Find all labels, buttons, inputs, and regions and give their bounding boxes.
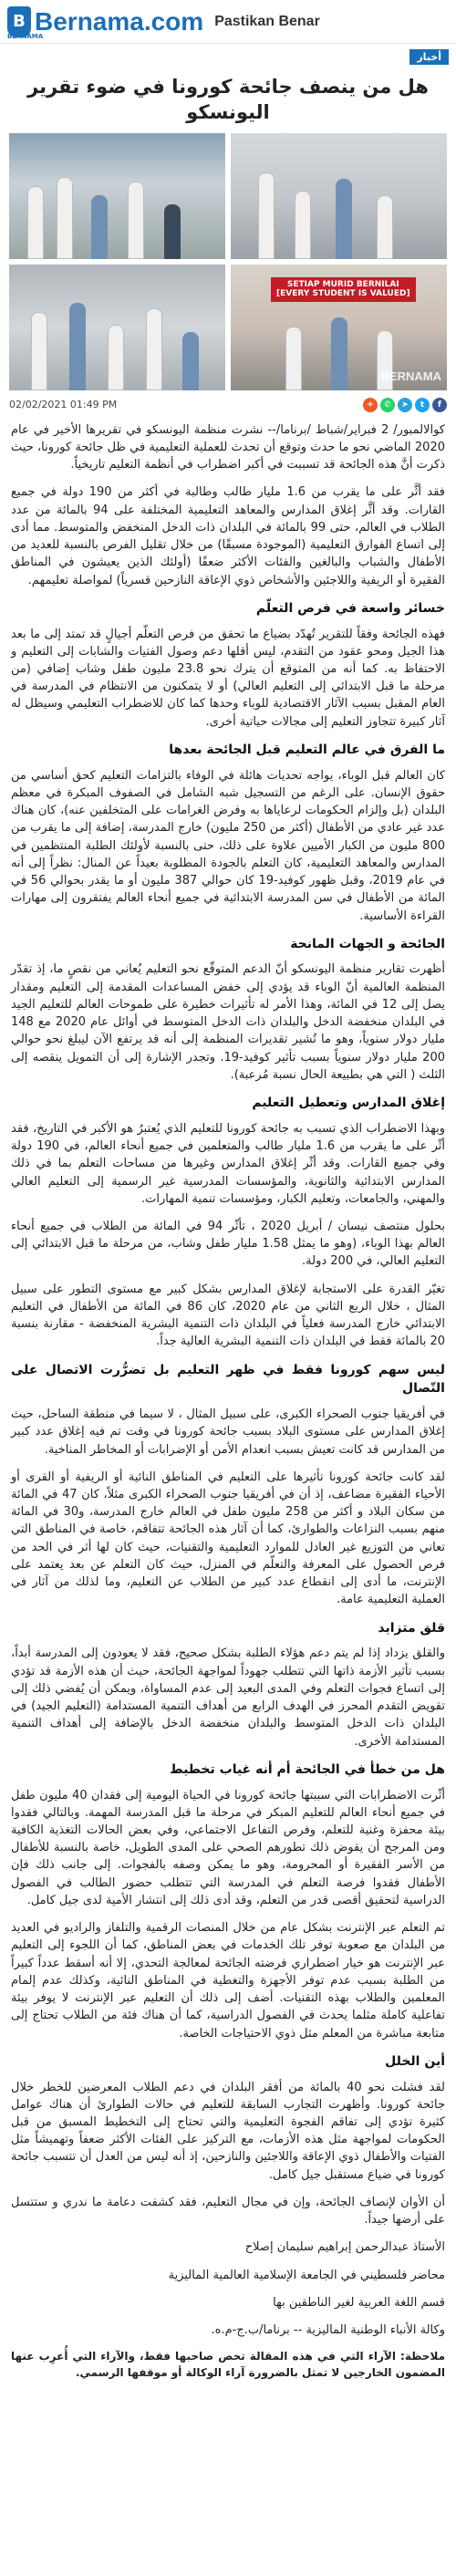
paragraph: تم التعلم عبر الإنترنت بشكل عام من خلال المنصات الرقمية والتلفاز والراديو في العديد من البلدان مع صعوبة توفر تلك الخدمات في بعض المناطق، كما أن اللجوء إلى التعليم عبر الإنترنت هو خيار اضطراري فرضته الجائحة لمعالجة التحدي، إلا أنه أسقط عدداً كبيراً من الطلبة بسبب عدم توفر الأجهزة والتغطية في المناطق النائية، وكذلك عدم إلمام المعلمين والطلاب بهذه التقنيات. أضف إلى ذلك أن التعليم عبر الإنترنت لا يوفر بيئة تفاعلية كاملة مثلما يحدث في الفصول الدراسية، كما أن هناك فئة من الطلاب تحتاج إلى متابعة مباشرة من المعلم مثل ذوي الاحتياجات الخاصة. [11, 1921, 445, 2041]
bernama-watermark: BERNAMA [380, 369, 441, 383]
paragraph: كان العالم قبل الوباء، يواجه تحديات هائلة في الوفاء بالتزامات التعليم كحق أساسي من حقوق الإنسان. على الرغم من التسجيل شبه الشامل في الصفوف المبكرة في معظم البلدان (بل وإلزام الحكومات لرعاياها به وفرض الغرامات على المتخلفين عنه)، كان هناك عدد غير عادي من الأطفال (أكثر من 250 مليون) خارج المدرسة، إضافة إلى ما يقرب من 800 مليون من الكبار الأميين علاوة على ذلك، حتى بالنسبة لأولئك الطلبة المنتظمين في المدارس والمعاهد التعليمية، كان التعلم بالجودة المطلوبة بعيداً عن المنال: نظراً إلى أنه في عام 2019، وقبل ظهور كوفيد-19 كان حوالي 387 مليون أو ما يقدر بحوالي 56 في المائة من الأطفال في سن المدرسة الابتدائية في جميع أنحاء العالم يفتقرون إلى مهارات القراءة الأساسية. [11, 768, 446, 923]
paragraph: تغيّر القدرة على الاستجابة لإغلاق المدارس بشكل كبير مع مستوى التطور على سبيل المثال ، خلال الربع الثاني من عام 2020، كان 86 في المائة من الأطفال في التعليم الابتدائي خارج المدرسة فعلياً في البلدان ذات التنمية البشرية المنخفضة - مقارنة بنسبة 20 بالمائة فقط في البلدان ذات التنمية البشرية العالية جداً. [11, 1282, 445, 1349]
disclaimer-note: ملاحظة: الآراء التي في هذه المقالة تخص صاحبها فقط، والآراء التي أُعرِب عنها المضمون الخارجين لا تمثل بالضرورة آراء الوكالة أو موقفها الرسمي. [11, 2350, 445, 2380]
school-banner: SETIAP MURID BERNILAI [EVERY STUDENT IS VALUED] [271, 277, 416, 303]
section-heading: هل من خطأ في الجائحة أم أنه غياب تخطيط [170, 1761, 445, 1777]
site-header [0, 0, 456, 44]
section-heading: ما الفرق في عالم التعليم قبل الجائحة بعدها [169, 742, 445, 757]
paragraph: فهذه الجائحة وفقاً للتقرير تُهدّد بضياع ما تحقق من فرص التعلّم أجيالٍ قد تمتد إلى ما بعد هذا الجيل ومحو عقود من التقدم، ليس أقلها دعم وصول الفتيات والشابات إلى التعليم و الاحتفاظ به. كما أنه من المتوقع أن يترك نحو 23.8 مليون طفل وشاب إضافي (من مرحلة ما قبل الابتدائي إلى التعليم العالي) أو لا يتمكنون من الانتظام في المدرسة في العام المقبل بسبب الآثار الاقتصادية للوباء وحدها كما كان للاضطراب التعليمي وسيظل له آثار كبيرة تتجاوز التعليم إلى مجالات حياتية أخرى. [11, 627, 445, 729]
author-department: قسم اللغة العربية لغير الناطقين بها [273, 2295, 445, 2310]
paragraph: أثّرت الاضطرابات التي سببتها جائحة كورونا في الحياة اليومية إلى فقدان 40 مليون طفل في جميع أنحاء العالم للتعليم المبكر في مرحلة ما قبل المدرسة المهمة. وبالتالي فقدوا بيئة محفزة وغنية للتعلم، وفرص التفاعل الاجتماعي، وفي بعض الحالات التغذية الكافية ومن المرجح أن يقوض ذلك تطورهم الصحي على المدى الطويل، خاصة بالنسبة للأطفال من الأسر الفقيرة أو المحرومة، وهو ما يمكن وصفه بالفجوات. إلى جانب ذلك فإن الأطفال فقدوا فرصة التعلم في المدرسة التي تتطلب حضور الطالب في الفصول الدراسية لتحقيق أقصى قدر من التعلم، وقد أدى ذلك إلى انتشار الأمية لدى جيل كامل. [11, 1788, 445, 1907]
paragraph: كوالالمبور/ 2 فبراير/شباط /برناما/-- نشرت منظمة اليونسكو في تقريرها الأخير في عام 2020 الماضي نحو ما حدث وتوقع أن تحدث للعملية التعليمية في ظل جائحة كورونا، حيث ذكرت أنَّ هذه الجائحة قد تسببت في أكبر اضطراب في أنظمة التعليم تاريخياً. [11, 422, 445, 473]
photo-gallery [0, 133, 456, 390]
section-heading: قلق متزايد [378, 1620, 445, 1636]
section-heading: خسائر واسعة في فرص التعلّم [255, 600, 445, 616]
logo-mark: B [7, 6, 31, 37]
paragraph: لقد فشلت نحو 40 بالمائة من أفقر البلدان في دعم الطلاب المعرضين للخطر خلال جائحة كورونا. وأظهرت التجارب السابقة للتعليم في حالات الطوارئ أن هناك عوامل كثيرة تؤدي إلى تفاقم الفجوة التعليمية والتي تحتاج إلى التخطيط المسبق من قبل الحكومات لمواجهة مثل هذه الأزمات، مع التركيز على الفئات الأكثر ضعفاً وتهميشاً مثل الفتيات والأطفال ذوي الإعاقة واللاجئين والنازحين، إذ أنه ليس من العدل أن تتسبب جائحة كورونا في ضياع مستقبل جيل كامل. [11, 2080, 445, 2182]
twitter-icon[interactable]: t [415, 398, 430, 412]
gallery-photo-1[interactable] [9, 133, 225, 259]
paragraph: أن الأوان لإنصاف الجائحة، وإن في مجال التعليم، فقد كشفت دعامة ما ندري و ستتسل على أرضها جيداً. [11, 2195, 445, 2228]
facebook-icon[interactable]: f [432, 398, 447, 412]
telegram-icon[interactable]: ➤ [398, 398, 412, 412]
gallery-photo-3[interactable] [9, 265, 225, 390]
whatsapp-icon[interactable]: ✆ [380, 398, 395, 412]
paragraph: أظهرت تقارير منظمة اليونسكو أنّ الدعم المتوقّع نحو التعليم يُعاني من نقصٍ ما، إذ تقدّر المنظمة العالمية أنّ الوباء قد يؤدي إلى خفض المساعدات المقدمة إلى التعليم ومقدار يصل إلى 12 في المائة، وهذا الأمر له تأثيرات خطيرة على طموحات العالم للتعليم الجيد في البلدان منخفضة الدخل والبلدان ذات الدخل المتوسط في أوائل عام 2020 مع 148 مليار دولار سنوياً، وهو ما تُشير تقديرات المنظمة إلى أنه قد يرتفع الآن ليبلغ نحو حوالي 200 مليار دولار سنوياً بسبب تأثير كوفيد-19. وتجدر الإشارة إلى أن التمويل ينقصه إلى الثلث ( التي هي بطبيعة الحال نسبة مُرعبة). [11, 962, 445, 1082]
section-heading: الجائحة و الجهات المانحة [290, 936, 445, 951]
paragraph: وبهذا الاضطراب الذي تسبب به جائحة كورونا للتعليم الذي يُعتبرُ هو الأكبر في التاريخ، فقد أثّر على ما يقرب من 1.6 مليار طالب والمتعلمين في جميع أنحاء العالم، في 190 دولة وفي جميع القارات. وقد أثّر إغلاق المدارس وغيرها من مساحات التعلم بما في ذلك المدارس الابتدائية والثانوية، والمؤسسات المدرسية غير الرسمية إلى التعليم العالي والمهني، والجامعات، وتعليم الكبار، ومؤسسات تنمية المهارات. [11, 1121, 445, 1206]
site-tagline: Pastikan Benar [214, 13, 320, 29]
agency-credit: وكالة الأنباء الوطنية الماليزية -- برناما/ب.ج-م.ه. [211, 2323, 445, 2338]
share-icon[interactable]: + [363, 398, 378, 412]
gallery-photo-2[interactable] [231, 133, 447, 259]
paragraph: والقلق يزداد إذا لم يتم دعم هؤلاء الطلبة بشكل صحيح، فقد لا يعودون إلى المدرسة أبداً، بسبب تأثير الأزمة ذاتها التي تتطلب جهوداً لمواجهة الجائحة، حيث أن هذه الأزمة قد تؤدي إلى اتساع فجوات التعلم وفي المدى البعيد إلى عدم المساواة، ويمكن أن يُفضي ذلك إلى تقويض التقدم المحرز في الهدف الرابع من أهداف التنمية المستدامة (التعليم الجيد) في البلدان ذات الدخل المتوسط والبلدان منخفضة الدخل بالإضافة إلى أهداف التنمية المستدامة الأخرى. [11, 1646, 445, 1749]
article-body [0, 420, 456, 2401]
paragraph: لقد كانت جائحة كورونا تأثيرها على التعليم في المناطق النائية أو الريفية أو القرى أو الأحياء الفقيرة مضاعف، إذ أن في أفريقيا جنوب الصحراء الكبرى مثلاً، كان 47 في المائة من سكان البلاد و أكثر من 258 مليون طفل في العالم خارج المدرسة، و30 في المائة منهم بسبب النزاعات والطوارئ، كما أن آثار هذه الجائحة تتفاقم، خاصة في المناطق التي تعاني من التوزيع غير العادل للموارد التعليمية والتقنيات، حيث كان لها أثر في الحد من فرص الحصول على المعرفة والتعلّم في المنزل، حيث كان التعلم عن بعد يعتمد على الإنترنت، ما أدى إلى انقطاع عدد كبير من الطلاب عن التعليم، وما لذلك من آثار في العملية التعليمية عامة. [11, 1470, 446, 1607]
category-badge[interactable]: أخبار [409, 49, 449, 65]
paragraph: فقد أثَّر على ما يقرب من 1.6 مليار طالب وطالبة في أكثر من 190 دولة في جميع القارات. وقد أثَّر إغلاق المدارس والمعاهد التعليمية المختلفة على 94 بالمائة من عدد الطلاب في العالم، حتى 99 بالمائة في البلدان ذات الدخل المنخفض والمتوسط. مما أدى إلى اتساع الفوارق التعليمية (الموجودة مسبقًا) من خلال تقليل الفرص بالنسبة للعديد من الأطفال والشباب والبالغين والفئات الأكثر ضعفًا (أولئك الذين يعيشون في المناطق الفقيرة أو الريفية واللاجئين والأشخاص ذوي الإعاقة النازحين قسرياً) لمواصلة تعليمهم. [11, 485, 445, 587]
share-buttons [363, 398, 447, 412]
publish-date: 02/02/2021 01:49 PM [9, 399, 118, 411]
section-heading: أين الخلل [385, 2053, 445, 2069]
section-heading: ليس سهم كورونا فقط في ظهر التعليم بل تضرُّرت الاتصال على التّصال [11, 1362, 445, 1397]
paragraph: بحلول منتصف نيسان / أبريل 2020 ، تأثّر 94 في المائة من الطلاب في جميع أنحاء العالم بهذا الوباء، (وهو ما يمثل 1.58 مليار طفل وشاب، من مرحلة ما قبل الابتدائي إلى التعليم العالي، في 200 دولة. [11, 1220, 446, 1269]
gallery-photo-4[interactable] [231, 265, 447, 390]
paragraph: في أفريقيا جنوب الصحراء الكبرى، على سبيل المثال ، لا سيما في منطقة الساحل، حيث إغلاق المدارس على مستوى البلاد بسبب جائحة كورونا في وقت تم فيه إغلاق عدد كبير من المدارس قد كانت تعيش بسبب انعدام الأمن أو الإضرابات أو المخاطر المناخية. [11, 1407, 445, 1457]
logo-text: Bernama.com [35, 6, 204, 36]
article-title: هل من ينصف جائحة كورونا في ضوء تقرير اليونسكو [27, 76, 429, 124]
author-name: الأستاذ عبدالرحمن إبراهيم سليمان إصلاح [244, 2240, 445, 2255]
section-heading: إغلاق المدارس وتعطيل التعليم [252, 1096, 445, 1111]
logo-subtitle: BERNAMA [7, 33, 44, 40]
author-title: محاضر فلسطيني في الجامعة الإسلامية العالمية الماليزية [168, 2268, 445, 2282]
